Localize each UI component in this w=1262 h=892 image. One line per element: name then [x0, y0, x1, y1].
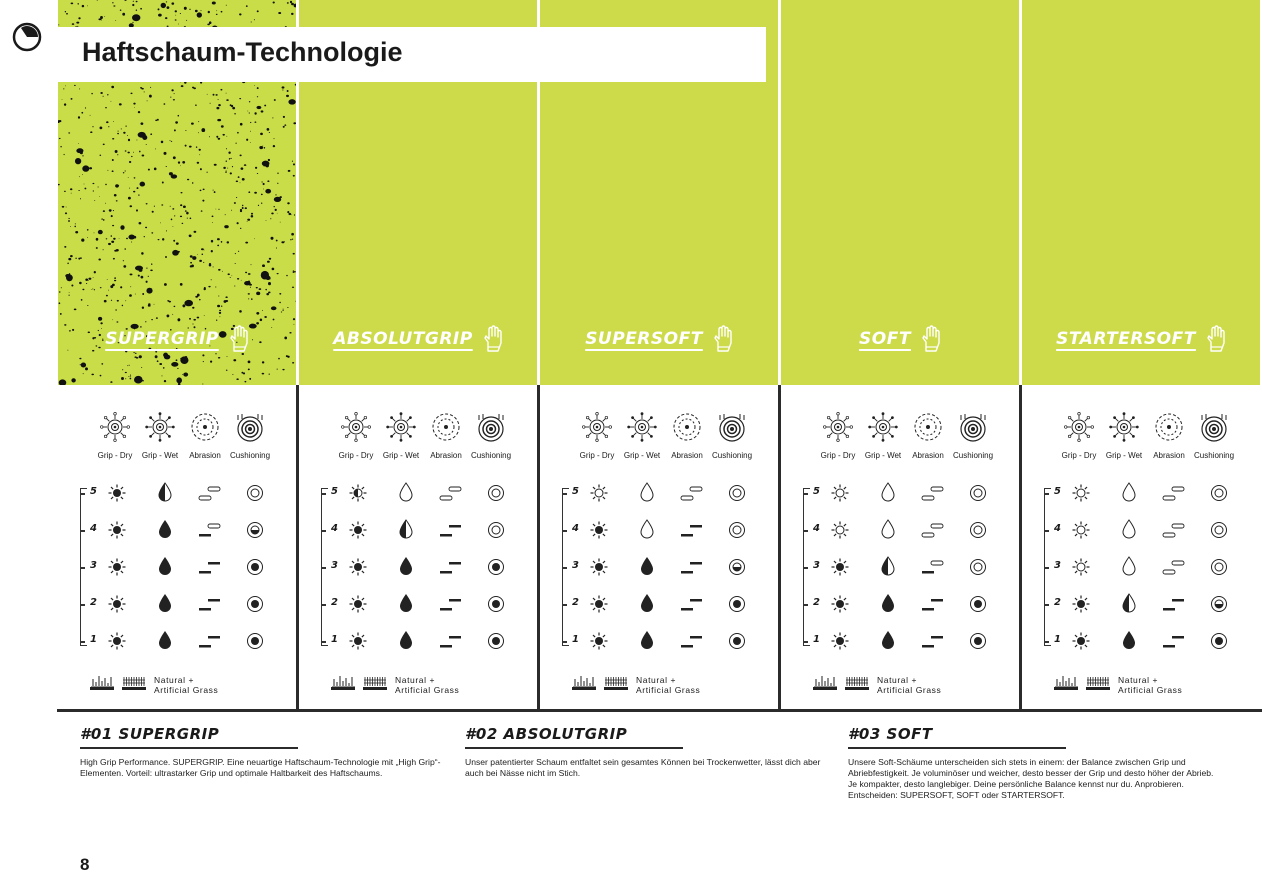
- drop-icon: [640, 519, 654, 539]
- rating-level: 3: [331, 560, 338, 571]
- section-supergrip: [80, 725, 458, 779]
- rating-row: [540, 593, 778, 617]
- criterion-label: Cushioning: [470, 451, 512, 460]
- product-name: ABSOLUTGRIP: [333, 329, 473, 349]
- abrasion-icon: [1162, 633, 1185, 650]
- criterion-0: [90, 412, 140, 460]
- surface-label-line2: Artificial Grass: [395, 685, 460, 695]
- section-text: High Grip Performance. SUPERGRIP. Eine neuartige Haftschaum-Technologie mit „High Grip“-Elementen. Vorteil: ultrastarker Grip und optimale Haltbarkeit des Haftschaums.: [80, 756, 441, 778]
- sun-icon: [831, 558, 849, 576]
- drop-icon: [158, 482, 172, 502]
- surface-icons: [572, 673, 628, 695]
- criterion-0: [572, 412, 622, 460]
- sun-icon: [349, 558, 367, 576]
- drop-icon: [881, 593, 895, 613]
- rating-level: 5: [331, 486, 338, 497]
- criterion-0: [813, 412, 863, 460]
- criterion-label: Abrasion: [912, 451, 944, 460]
- panel-separator: [1019, 385, 1022, 710]
- glove-icon: [1206, 325, 1226, 353]
- rating-level: 2: [572, 597, 579, 608]
- abrasion-icon: [439, 485, 462, 502]
- rating-level: 1: [572, 634, 579, 645]
- cushioning-icon: [1210, 484, 1228, 502]
- rating-level: 3: [813, 560, 820, 571]
- abrasion-icon: [198, 596, 221, 613]
- cushioning-icon: [246, 521, 264, 539]
- surface-label-line2: Artificial Grass: [636, 685, 701, 695]
- cushioning-icon: [246, 632, 264, 650]
- title-box: [58, 27, 766, 82]
- drop-icon: [1122, 519, 1136, 539]
- cushioning-icon: [487, 484, 505, 502]
- grip-dry-icon: [823, 412, 853, 442]
- cushioning-icon: [487, 632, 505, 650]
- product-name: SUPERSOFT: [585, 329, 703, 349]
- drop-icon: [1122, 593, 1136, 613]
- criterion-3: [225, 412, 275, 460]
- rating-card: [540, 385, 778, 710]
- glove-icon: [229, 325, 249, 353]
- rating-level: 5: [90, 486, 97, 497]
- rating-level: 1: [1054, 634, 1061, 645]
- cushioning-criterion-icon: [717, 412, 747, 442]
- abrasion-icon: [921, 559, 944, 576]
- cushioning-icon: [246, 484, 264, 502]
- sun-icon: [590, 521, 608, 539]
- criterion-label: Abrasion: [671, 451, 703, 460]
- surface-icons: [1054, 673, 1110, 695]
- drop-icon: [158, 556, 172, 576]
- criterion-label: Grip - Wet: [382, 451, 420, 460]
- criterion-label: Cushioning: [229, 451, 271, 460]
- rating-row: [540, 519, 778, 543]
- cushioning-icon: [487, 558, 505, 576]
- sun-icon: [1072, 521, 1090, 539]
- panel-separator: [537, 385, 540, 710]
- abrasion-criterion-icon: [913, 412, 943, 442]
- criterion-3: [707, 412, 757, 460]
- criterion-1: [1099, 412, 1149, 460]
- sun-icon: [349, 484, 367, 502]
- abrasion-criterion-icon: [672, 412, 702, 442]
- rating-card: [781, 385, 1019, 710]
- cushioning-icon: [1210, 558, 1228, 576]
- abrasion-icon: [439, 633, 462, 650]
- drop-icon: [1122, 482, 1136, 502]
- section-text: Unser patentierter Schaum entfaltet sein gesamtes Können bei Trockenwetter, lässt dich aber auch bei Nässe nicht im Stich.: [465, 756, 821, 778]
- criterion-3: [1189, 412, 1239, 460]
- cushioning-icon: [728, 521, 746, 539]
- drop-icon: [881, 556, 895, 576]
- drop-icon: [640, 556, 654, 576]
- rating-row: [1022, 556, 1260, 580]
- rating-row: [58, 593, 296, 617]
- rating-row: [781, 630, 1019, 654]
- rating-row: [299, 593, 537, 617]
- criterion-3: [466, 412, 516, 460]
- cushioning-criterion-icon: [1199, 412, 1229, 442]
- sun-icon: [108, 484, 126, 502]
- criterion-2: [903, 412, 953, 460]
- rating-row: [540, 556, 778, 580]
- rating-level: 3: [572, 560, 579, 571]
- criterion-label: Abrasion: [1153, 451, 1185, 460]
- page-number: 8: [80, 855, 90, 874]
- section-heading: #01 SUPERGRIP: [80, 725, 220, 743]
- drop-icon: [1122, 556, 1136, 576]
- natural-grass-icon: [90, 673, 114, 690]
- cushioning-icon: [1210, 595, 1228, 613]
- surface-icons: [331, 673, 387, 695]
- sun-icon: [590, 484, 608, 502]
- sun-icon: [1072, 484, 1090, 502]
- drop-icon: [640, 630, 654, 650]
- rating-card: [58, 385, 296, 710]
- drop-icon: [158, 519, 172, 539]
- criterion-label: Grip - Wet: [623, 451, 661, 460]
- product-panel-supergrip: [58, 0, 296, 710]
- criterion-1: [858, 412, 908, 460]
- abrasion-icon: [1162, 522, 1185, 539]
- abrasion-icon: [680, 485, 703, 502]
- sun-icon: [831, 484, 849, 502]
- drop-icon: [399, 556, 413, 576]
- drop-icon: [881, 630, 895, 650]
- natural-grass-icon: [572, 673, 596, 690]
- criterion-label: Grip - Wet: [1105, 451, 1143, 460]
- section-heading: #02 ABSOLUTGRIP: [465, 725, 628, 743]
- criterion-label: Grip - Wet: [141, 451, 179, 460]
- cushioning-icon: [969, 558, 987, 576]
- cushioning-icon: [246, 595, 264, 613]
- abrasion-criterion-icon: [190, 412, 220, 442]
- drop-icon: [158, 630, 172, 650]
- product-name: SUPERGRIP: [105, 329, 219, 349]
- rating-row: [299, 556, 537, 580]
- surface-label-line1: Natural +: [877, 675, 918, 685]
- sun-icon: [349, 521, 367, 539]
- glove-icon: [713, 325, 733, 353]
- glove-icon: [483, 325, 503, 353]
- rating-level: 3: [90, 560, 97, 571]
- surface-icons: [90, 673, 146, 695]
- criterion-label: Grip - Dry: [1061, 451, 1097, 460]
- criterion-label: Grip - Dry: [820, 451, 856, 460]
- surface-label-line1: Natural +: [395, 675, 436, 685]
- heading-underline: [848, 747, 1066, 749]
- rating-level: 5: [813, 486, 820, 497]
- rating-level: 4: [813, 523, 820, 534]
- cushioning-criterion-icon: [958, 412, 988, 442]
- page-title: Haftschaum-Technologie: [82, 37, 403, 67]
- drop-icon: [881, 482, 895, 502]
- rating-level: 3: [1054, 560, 1061, 571]
- rating-row: [58, 556, 296, 580]
- grip-wet-icon: [145, 412, 175, 442]
- rating-level: 2: [1054, 597, 1061, 608]
- abrasion-icon: [439, 559, 462, 576]
- surface-label: [877, 675, 941, 695]
- sun-icon: [590, 595, 608, 613]
- criterion-label: Cushioning: [711, 451, 753, 460]
- product-name: SOFT: [859, 329, 911, 349]
- drop-icon: [881, 519, 895, 539]
- sun-icon: [590, 558, 608, 576]
- rating-row: [58, 519, 296, 543]
- abrasion-icon: [198, 522, 221, 539]
- abrasion-icon: [680, 633, 703, 650]
- criterion-label: Grip - Dry: [579, 451, 615, 460]
- product-panel-absolutgrip: [299, 0, 537, 710]
- abrasion-icon: [198, 633, 221, 650]
- abrasion-icon: [921, 522, 944, 539]
- section-heading: #03 SOFT: [848, 725, 933, 743]
- cushioning-criterion-icon: [235, 412, 265, 442]
- sun-icon: [108, 595, 126, 613]
- criterion-0: [1054, 412, 1104, 460]
- rating-row: [299, 630, 537, 654]
- criterion-label: Abrasion: [189, 451, 221, 460]
- surface-label: [1118, 675, 1182, 695]
- cushioning-icon: [246, 558, 264, 576]
- grip-wet-icon: [1109, 412, 1139, 442]
- criterion-1: [135, 412, 185, 460]
- rating-row: [58, 630, 296, 654]
- cushioning-icon: [728, 632, 746, 650]
- sun-icon: [831, 632, 849, 650]
- rating-row: [781, 556, 1019, 580]
- rating-row: [540, 482, 778, 506]
- criterion-3: [948, 412, 998, 460]
- cushioning-icon: [1210, 632, 1228, 650]
- natural-grass-icon: [813, 673, 837, 690]
- criterion-0: [331, 412, 381, 460]
- abrasion-icon: [921, 633, 944, 650]
- glove-icon: [921, 325, 941, 353]
- rating-row: [1022, 519, 1260, 543]
- rating-row: [58, 482, 296, 506]
- natural-grass-icon: [1054, 673, 1078, 690]
- brand-logo-icon: [12, 22, 42, 52]
- abrasion-icon: [198, 559, 221, 576]
- surface-label-line2: Artificial Grass: [1118, 685, 1183, 695]
- drop-icon: [399, 519, 413, 539]
- rating-row: [1022, 593, 1260, 617]
- grip-dry-icon: [100, 412, 130, 442]
- abrasion-icon: [439, 596, 462, 613]
- sun-icon: [108, 521, 126, 539]
- drop-icon: [1122, 630, 1136, 650]
- foam-swatch: [1022, 0, 1260, 385]
- sun-icon: [1072, 632, 1090, 650]
- product-name-label: [299, 325, 537, 353]
- artificial-grass-icon: [845, 673, 869, 690]
- drop-icon: [158, 593, 172, 613]
- criterion-2: [180, 412, 230, 460]
- criterion-label: Abrasion: [430, 451, 462, 460]
- foam-swatch: [781, 0, 1019, 385]
- rating-row: [299, 519, 537, 543]
- cushioning-icon: [728, 595, 746, 613]
- criterion-2: [662, 412, 712, 460]
- product-name-label: [1022, 325, 1260, 353]
- surface-label: [636, 675, 700, 695]
- abrasion-icon: [680, 559, 703, 576]
- criterion-label: Grip - Wet: [864, 451, 902, 460]
- criterion-label: Grip - Dry: [338, 451, 374, 460]
- cushioning-icon: [728, 558, 746, 576]
- rating-level: 4: [331, 523, 338, 534]
- drop-icon: [399, 630, 413, 650]
- drop-icon: [399, 593, 413, 613]
- rating-level: 4: [90, 523, 97, 534]
- rating-level: 1: [331, 634, 338, 645]
- criterion-label: Cushioning: [952, 451, 994, 460]
- cushioning-icon: [1210, 521, 1228, 539]
- abrasion-icon: [1162, 485, 1185, 502]
- rating-card: [299, 385, 537, 710]
- cushioning-icon: [969, 484, 987, 502]
- product-name-label: [540, 325, 778, 353]
- criterion-2: [421, 412, 471, 460]
- rating-level: 1: [90, 634, 97, 645]
- artificial-grass-icon: [604, 673, 628, 690]
- grip-dry-icon: [1064, 412, 1094, 442]
- drop-icon: [640, 482, 654, 502]
- surface-label: [154, 675, 218, 695]
- abrasion-criterion-icon: [1154, 412, 1184, 442]
- rating-level: 1: [813, 634, 820, 645]
- grip-wet-icon: [627, 412, 657, 442]
- criterion-label: Grip - Dry: [97, 451, 133, 460]
- sun-icon: [831, 521, 849, 539]
- surface-label-line1: Natural +: [636, 675, 677, 685]
- criterion-1: [376, 412, 426, 460]
- rating-level: 5: [1054, 486, 1061, 497]
- abrasion-icon: [680, 522, 703, 539]
- drop-icon: [640, 593, 654, 613]
- section-text: Unsere Soft-Schäume unterscheiden sich stets in einem: der Balance zwischen Grip und Abriebfestigkeit. Je voluminöser und weicher, desto besser der Grip und desto höher der Abrieb. Je kompakter, desto langlebiger. Deine persönliche Balance kennst nur du. Anprobieren. Entscheiden: SUPERSOFT, SOFT oder STARTERSOFT.: [848, 756, 1214, 800]
- rating-row: [781, 482, 1019, 506]
- abrasion-icon: [439, 522, 462, 539]
- cushioning-icon: [969, 595, 987, 613]
- grip-dry-icon: [341, 412, 371, 442]
- cushioning-icon: [487, 521, 505, 539]
- surface-label: [395, 675, 459, 695]
- artificial-grass-icon: [122, 673, 146, 690]
- cushioning-icon: [487, 595, 505, 613]
- rating-level: 2: [331, 597, 338, 608]
- abrasion-icon: [198, 485, 221, 502]
- abrasion-icon: [921, 485, 944, 502]
- rating-row: [781, 519, 1019, 543]
- surface-label-line1: Natural +: [1118, 675, 1159, 685]
- cushioning-icon: [969, 632, 987, 650]
- criterion-2: [1144, 412, 1194, 460]
- abrasion-icon: [921, 596, 944, 613]
- heading-underline: [80, 747, 298, 749]
- natural-grass-icon: [331, 673, 355, 690]
- surface-label-line2: Artificial Grass: [154, 685, 219, 695]
- sun-icon: [1072, 595, 1090, 613]
- sun-icon: [108, 558, 126, 576]
- sun-icon: [349, 632, 367, 650]
- artificial-grass-icon: [1086, 673, 1110, 690]
- sun-icon: [831, 595, 849, 613]
- cushioning-criterion-icon: [476, 412, 506, 442]
- sun-icon: [349, 595, 367, 613]
- surface-label-line2: Artificial Grass: [877, 685, 942, 695]
- rating-level: 5: [572, 486, 579, 497]
- rating-card: [1022, 385, 1260, 710]
- rating-level: 2: [90, 597, 97, 608]
- product-name: STARTERSOFT: [1056, 329, 1196, 349]
- panel-separator: [778, 385, 781, 710]
- rating-row: [540, 630, 778, 654]
- product-name-label: [781, 325, 1019, 353]
- rating-row: [299, 482, 537, 506]
- rating-row: [781, 593, 1019, 617]
- product-name-label: [58, 325, 296, 353]
- panel-separator: [296, 385, 299, 710]
- sun-icon: [108, 632, 126, 650]
- sun-icon: [590, 632, 608, 650]
- abrasion-icon: [1162, 559, 1185, 576]
- rating-row: [1022, 482, 1260, 506]
- abrasion-criterion-icon: [431, 412, 461, 442]
- criterion-1: [617, 412, 667, 460]
- product-panel-startersoft: [1022, 0, 1260, 710]
- abrasion-icon: [680, 596, 703, 613]
- grip-dry-icon: [582, 412, 612, 442]
- rating-level: 2: [813, 597, 820, 608]
- panel-gap: [778, 0, 781, 385]
- abrasion-icon: [1162, 596, 1185, 613]
- rating-level: 4: [1054, 523, 1061, 534]
- cushioning-icon: [969, 521, 987, 539]
- grip-wet-icon: [868, 412, 898, 442]
- rating-level: 4: [572, 523, 579, 534]
- sun-icon: [1072, 558, 1090, 576]
- grip-wet-icon: [386, 412, 416, 442]
- surface-label-line1: Natural +: [154, 675, 195, 685]
- artificial-grass-icon: [363, 673, 387, 690]
- criterion-label: Cushioning: [1193, 451, 1235, 460]
- product-panel-supersoft: [540, 0, 778, 710]
- panel-gap: [1019, 0, 1022, 385]
- section-absolutgrip: [465, 725, 835, 779]
- cushioning-icon: [728, 484, 746, 502]
- product-panel-soft: [781, 0, 1019, 710]
- heading-underline: [465, 747, 683, 749]
- drop-icon: [399, 482, 413, 502]
- surface-icons: [813, 673, 869, 695]
- divider-line: [57, 709, 1262, 712]
- section-soft: [848, 725, 1218, 801]
- rating-row: [1022, 630, 1260, 654]
